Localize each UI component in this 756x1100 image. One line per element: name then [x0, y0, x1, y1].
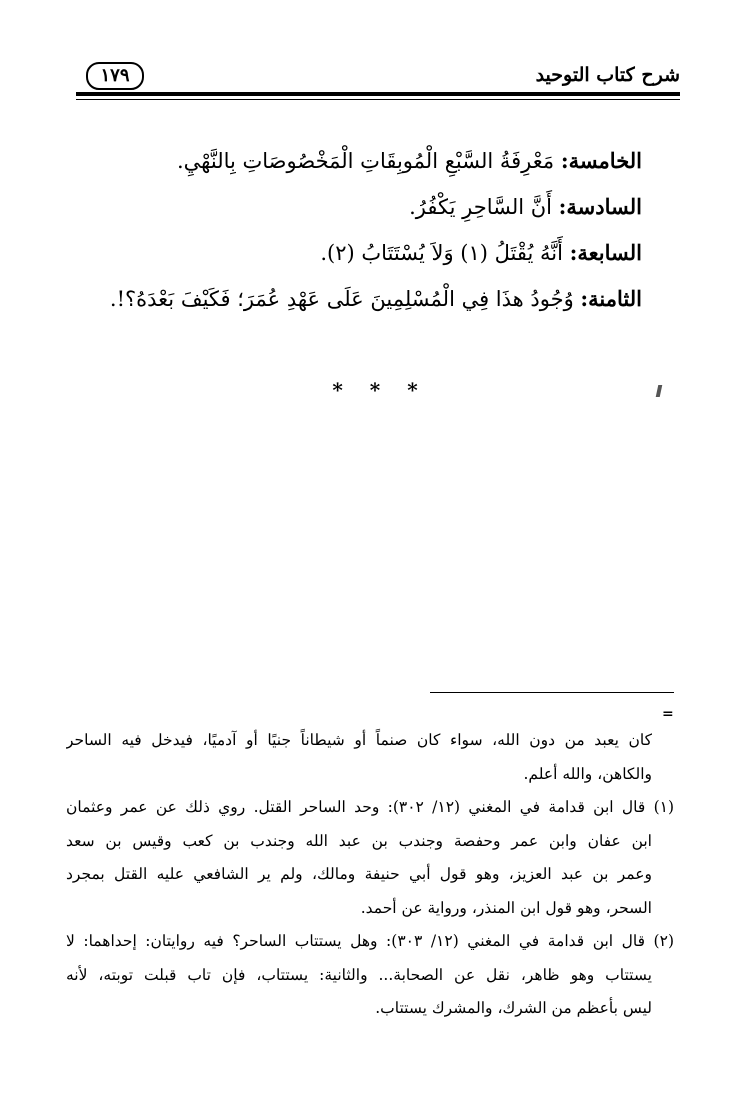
issue-eighth [102, 276, 642, 322]
footnote-line: (٢) قال ابن قدامة في المغني (١٢/ ٣٠٣): وهل يستتاب الساحر؟ فيه روايتان: إحداهما: لا [66, 932, 674, 950]
footnote-separator [430, 692, 674, 693]
issue-fifth [102, 138, 642, 184]
header-rule-thin [76, 99, 680, 100]
footnote-line: يستتاب وهو ظاهر، نقل عن الصحابة... والثانية: يستتاب، فإن تاب قبلت توبته، لأنه [66, 965, 652, 984]
issue-text: وُجُودُ هذَا فِي الْمُسْلِمِينَ عَلَى عَهْدِ عُمَرَ؛ فَكَيْفَ بَعْدَهُ؟!. [109, 287, 581, 311]
issue-sixth [102, 184, 642, 230]
footnote-line: والكاهن، والله أعلم. [523, 764, 652, 783]
footnote-continuation-marker: = [662, 706, 674, 722]
issues-list [102, 138, 642, 322]
issue-label: الخامسة: [560, 148, 642, 173]
footnote-line: ابن عفان وابن عمر وحفصة وجندب بن عبد الله وجندب بن كعب وقيس بن سعد [66, 831, 652, 850]
stray-mark [656, 385, 663, 397]
issue-text: أَنَّهُ يُقْتَلُ (١) وَلاَ يُسْتَتَابُ (٢). [320, 241, 570, 265]
footnotes [66, 724, 674, 1026]
footnote-line: كان يعبد من دون الله، سواء كان صنماً أو شيطاناً جنيًا أو آدميًا، فيدخل فيه الساحر [66, 731, 652, 749]
page-number-badge: ١٧٩ [86, 62, 144, 90]
issue-label: السابعة: [569, 240, 642, 265]
footnote-line: ليس بأعظم من الشرك، والمشرك يستتاب. [375, 999, 652, 1017]
header-rule-thick [76, 92, 680, 96]
issue-text: أَنَّ السَّاحِرِ يَكْفُرُ. [409, 195, 559, 219]
footnote-line: السحر، وهو قول ابن المنذر، ورواية عن أحمد. [360, 898, 652, 917]
footnote-line: وعمر بن عبد العزيز، وهو قول أبي حنيفة ومالك، ولم ير الشافعي عليه القتل بمجرد [66, 865, 652, 883]
issue-seventh [102, 230, 642, 276]
issue-text: مَعْرِفَةُ السَّبْعِ الْمُوبِقَاتِ الْمَخْصُوصَاتِ بِالنَّهْيِ. [177, 149, 561, 173]
running-book-title: شرح كتاب التوحيد [535, 64, 680, 86]
footnote-line: (١) قال ابن قدامة في المغني (١٢/ ٣٠٢): وحد الساحر القتل. روي ذلك عن عمر وعثمان [66, 798, 674, 816]
issue-label: السادسة: [558, 194, 642, 219]
section-ornament: * * * [332, 378, 428, 402]
issue-label: الثامنة: [580, 286, 642, 311]
